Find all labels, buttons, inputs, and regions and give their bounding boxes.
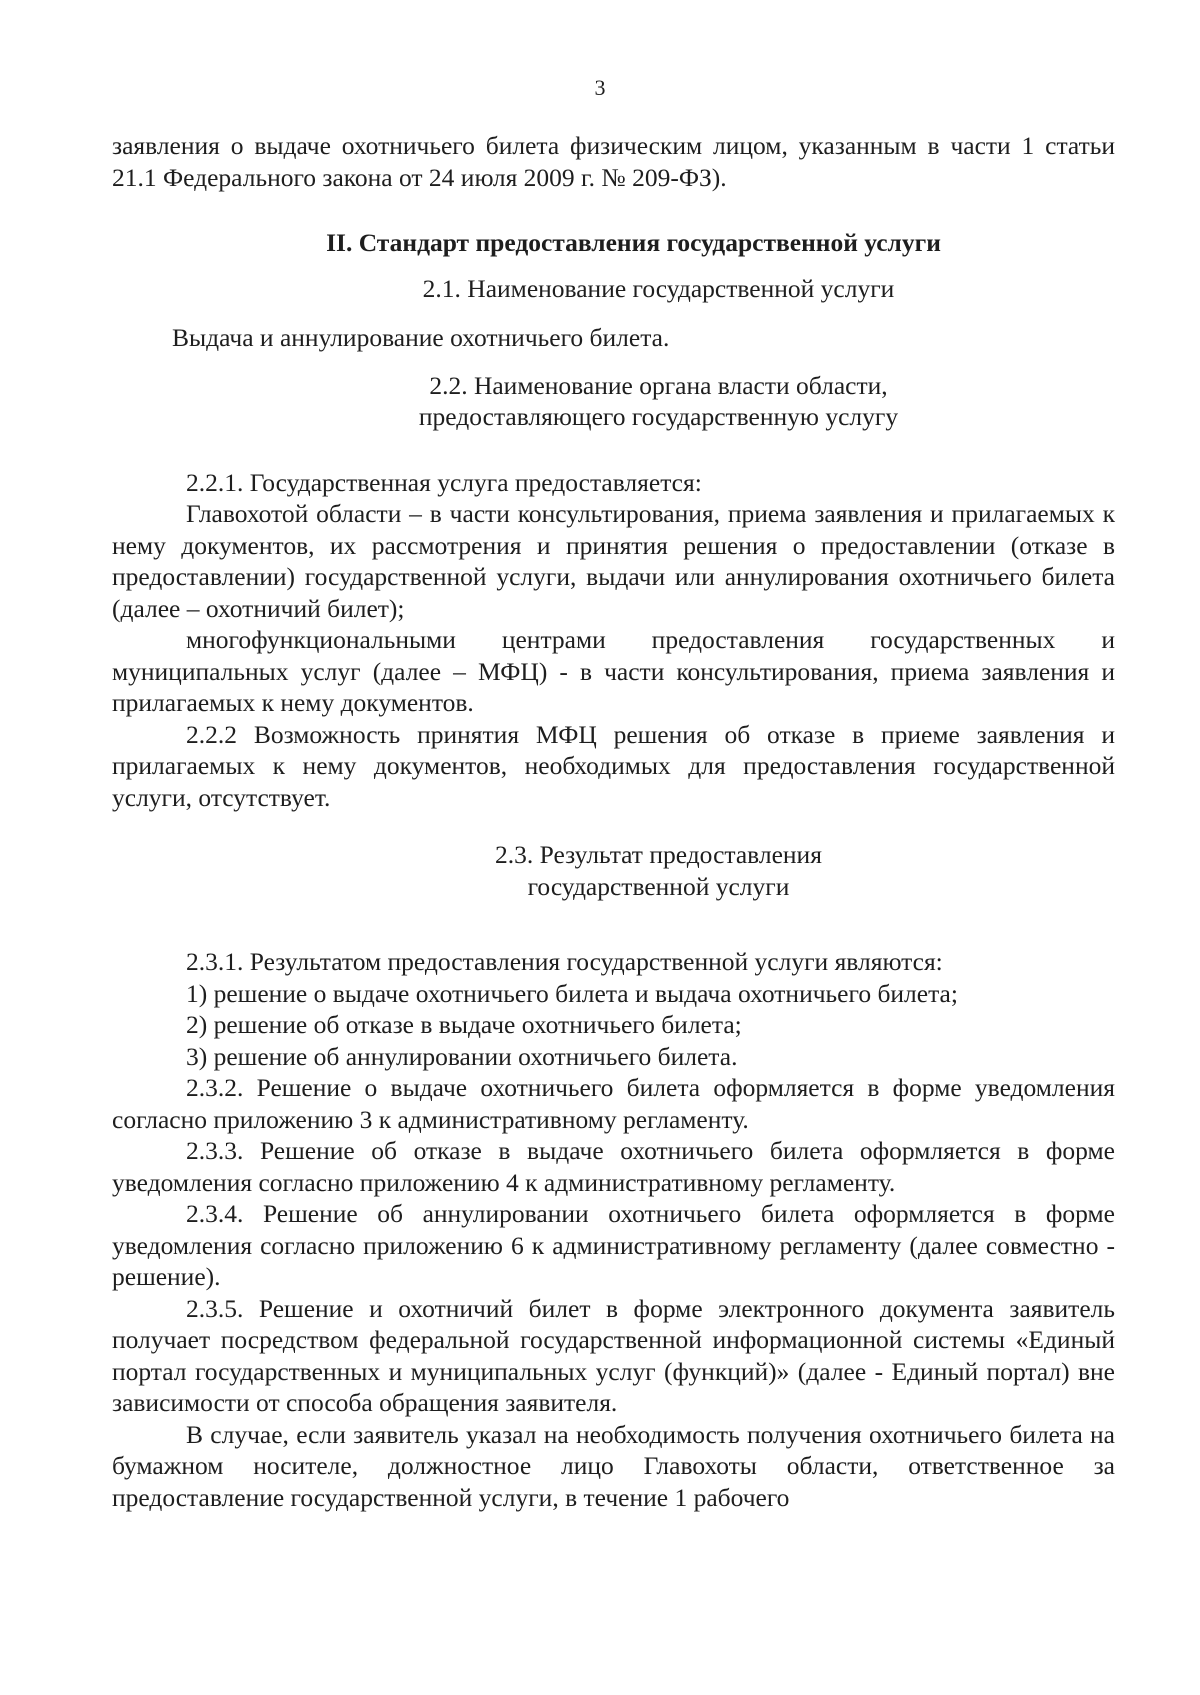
list-item: 1) решение о выдаче охотничьего билета и выдача охотничьего билета; [186,978,958,1008]
list-item: 3) решение об аннулировании охотничьего билета. [186,1041,738,1071]
intro-paragraph: заявления о выдаче охотничьего билета физическим лицом, указанным в части 1 статьи 21.1 Федерального закона от 24 июля 2009 г. № 209-ФЗ). [112,131,1115,192]
paragraph-2-2-2: 2.2.2 Возможность принятия МФЦ решения об отказе в приеме заявления и прилагаемых к нему документов, необходимых для предоставления государственной услуги, отсутствует. [112,719,1115,812]
section-2-1-title: 2.1. Наименование государственной услуги [422,273,895,303]
paragraph-2-3-5: 2.3.5. Решение и охотничий билет в форме электронного документа заявитель получает посредством федеральной государственной информационной системы «Единый портал государственных и муниципальных услуг (функций)» (далее - Единый портал) вне зависимости от способа обращения заявителя. [112,1293,1115,1417]
paragraph-2-3-1-lead: 2.3.1. Результатом предоставления государственной услуги являются: [186,947,943,976]
paragraph-2-3-5-b: В случае, если заявитель указал на необходимость получения охотничьего билета на бумажном носителе, должностное лицо Главохоты области, ответственное за предоставление государственной услуги, в течение 1 рабочего [112,1419,1115,1512]
page-number: 3 [594,75,606,100]
paragraph-2-3-3: 2.3.3. Решение об отказе в выдаче охотничьего билета оформляется в форме уведомления согласно приложению 4 к административному регламенту. [112,1136,1115,1197]
list-item: 2) решение об отказе в выдаче охотничьего билета; [186,1010,742,1039]
section-2-3-title-line1: 2.3. Результат предоставления [495,840,822,869]
section-title: II. Стандарт предоставления государственной услуги [326,228,941,257]
paragraph-2-3-4: 2.3.4. Решение об аннулировании охотничьего билета оформляется в форме уведомления согласно приложению 6 к административному регламенту (далее совместно - решение). [112,1199,1115,1291]
paragraph-2-2-1-a: Главохотой области – в части консультирования, приема заявления и прилагаемых к нему документов, их рассмотрения и принятия решения о предоставлении (отказе в предоставлении) государственной услуги, выдачи или аннулирования охотничьего билета (далее – охотничий билет); [112,499,1115,623]
paragraph-2-3-2: 2.3.2. Решение о выдаче охотничьего билета оформляется в форме уведомления согласно приложению 3 к административному регламенту. [112,1073,1115,1134]
section-2-3-title-line2: государственной услуги [527,871,790,901]
document-body [112,130,1115,1513]
section-2-1-text: Выдача и аннулирование охотничьего билета. [172,323,670,352]
paragraph-2-2-1-b: многофункциональными центрами предоставления государственных и муниципальных услуг (далее – МФЦ) - в части консультирования, приема заявления и прилагаемых к нему документов. [112,625,1115,717]
section-2-2-title-line1: 2.2. Наименование органа власти области, [429,370,888,400]
section-2-2-title-line2: предоставляющего государственную услугу [418,402,899,431]
paragraph-2-2-1-lead: 2.2.1. Государственная услуга предоставляется: [186,467,702,497]
